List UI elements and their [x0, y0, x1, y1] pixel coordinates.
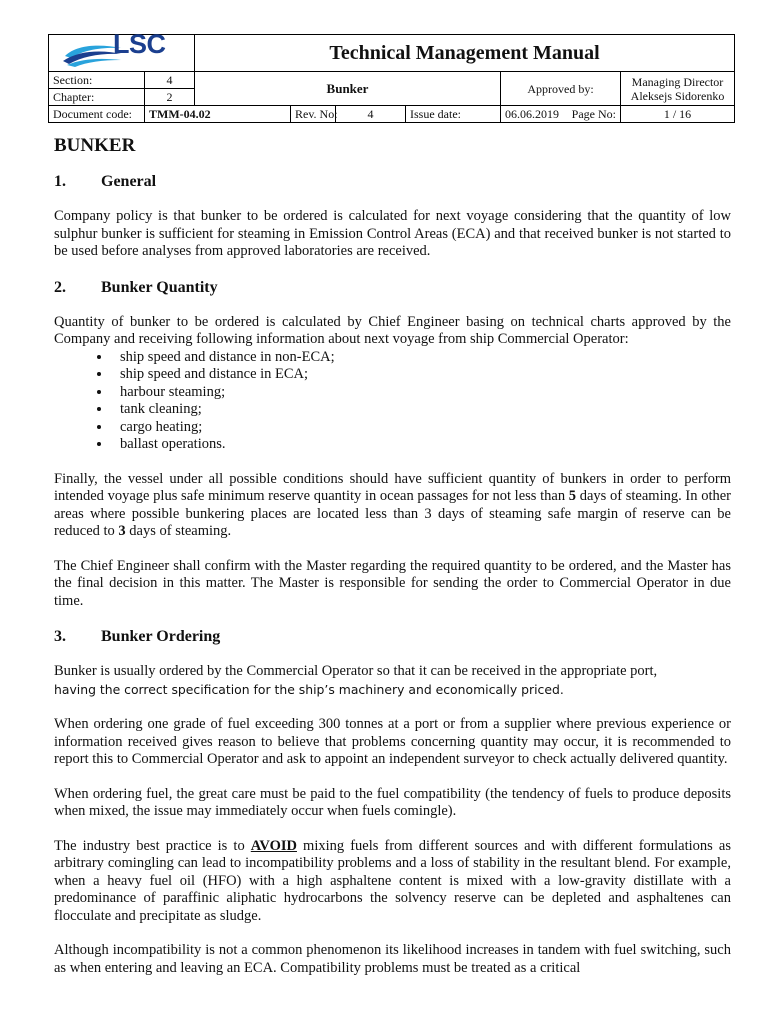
voyage-info-list	[54, 349, 731, 454]
text-run: The industry best practice is to	[54, 837, 251, 854]
chapter-value: 2	[145, 89, 195, 106]
section-2-title: Bunker Quantity	[101, 278, 218, 296]
list-item: • cargo heating;	[112, 419, 731, 437]
approver-role: Managing Director	[631, 74, 724, 89]
issue-label: Issue date:	[410, 107, 461, 121]
section-3-paragraph-3: When ordering fuel, the great care must be paid to the fuel compatibility (the tendency of fuels to produce deposits when mixed, the issue may immediately occur when fuels comingle).	[54, 785, 731, 819]
text-run: having the correct specification for the ship’s machinery and economically priced.	[54, 681, 564, 697]
section-label: Section:	[49, 72, 145, 89]
document-title: BUNKER	[54, 135, 136, 156]
approved-label: Approved by:	[501, 72, 621, 106]
rev-value: 4	[336, 106, 406, 123]
approver-name: Aleksejs Sidorenko	[630, 88, 725, 103]
section-1-title: General	[101, 173, 157, 190]
section-1-paragraph: Company policy is that bunker to be ordered is calculated for next voyage considering that the quantity of low sulphur bunker is sufficient for steaming in Emission Control Areas (ECA) and that received bunker is not started to be used before analyses from approved laboratories are received.	[54, 208, 731, 259]
issue-date-value	[406, 106, 501, 123]
section-1-number: 1.	[54, 173, 66, 190]
section-1-heading	[54, 172, 731, 192]
document-body	[54, 132, 731, 977]
company-logo	[49, 29, 195, 72]
doc-code-label: Document code:	[49, 106, 145, 123]
logo-text: LSC	[113, 29, 166, 59]
list-item: • tank cleaning;	[112, 401, 731, 419]
text-run: Bunker is usually ordered by the Commercial Operator so that it can be received in the appropriate port,	[54, 663, 658, 679]
section-2-paragraph-2	[54, 471, 731, 541]
issue-value: 06.06.2019	[505, 107, 559, 121]
section-3-heading	[54, 627, 731, 647]
list-item: • ship speed and distance in non-ECA;	[112, 349, 731, 367]
approver	[621, 72, 735, 106]
avoid-emphasis: AVOID	[250, 837, 297, 854]
section-3-paragraph-4	[54, 838, 731, 926]
rev-label: Rev. No:	[291, 106, 336, 123]
reserve-days-other: 3	[118, 523, 126, 539]
page-label: Page No:	[571, 107, 616, 121]
section-2-number: 2.	[54, 278, 66, 296]
section-3-paragraph-5: Although incompatibility is not a common phenomenon its likelihood increases in tandem with fuel switching, such as when entering and leaving an ECA. Compatibility problems must be treated as a critical	[54, 942, 731, 976]
section-2-paragraph-3: The Chief Engineer shall confirm with the Master regarding the required quantity to be ordered, and the Master has the final decision in this matter. The Master is responsible for sending the order to Commercial Operator in due time.	[54, 557, 731, 609]
section-3-paragraph-1	[54, 663, 731, 699]
section-value: 4	[145, 72, 195, 89]
doc-code-value: TMM-04.02	[145, 106, 291, 123]
section-3-paragraph-2: When ordering one grade of fuel exceeding 300 tonnes at a port or from a supplier where previous experience or information received gives reason to believe that problems concerning quantity may occur, it is recommended to report this to Commercial Operator and ask to appoint an independent surveyor to check actually delivered quantity.	[54, 716, 731, 767]
section-3-number: 3.	[54, 628, 66, 645]
issue-and-page	[501, 106, 621, 123]
chapter-title: Bunker	[195, 72, 501, 106]
text-run: Finally, the vessel under all possible conditions should have sufficient quantity of bunkers in order to perform intended voyage plus safe minimum reserve quantity in ocean passages for not less than	[54, 470, 731, 504]
chapter-label: Chapter:	[49, 89, 145, 106]
text-run: days of steaming. In other areas where possible bunkering places are located less than 3 days of steaming safe margin of reserve can be reduced to	[54, 488, 731, 539]
section-2-heading	[54, 278, 731, 298]
document-header	[48, 29, 735, 123]
list-item: • ship speed and distance in ECA;	[112, 366, 731, 384]
section-2-paragraph-1: Quantity of bunker to be ordered is calculated by Chief Engineer basing on technical charts approved by the Company and receiving following information about next voyage from ship Commercial Operator:	[54, 313, 731, 347]
text-run: mixing fuels from different sources and with different formulations as arbitrary comingling can lead to incompatibility problems and a loss of stability in the resultant blend. For example, when a heavy fuel oil (HFO) with a high asphaltene content is mixed with a low-gravity distillate with a predominance of paraffinic aliphatic hydrocarbons the solvency reserve can be depleted and asphaltenes can flocculate and precipitate as sludge.	[54, 837, 731, 924]
list-item: • harbour steaming;	[112, 384, 731, 402]
text-run: days of steaming.	[125, 523, 232, 539]
manual-title: Technical Management Manual	[195, 35, 735, 72]
reserve-days-ocean: 5	[568, 488, 577, 504]
page-value: 1 / 16	[621, 106, 735, 123]
list-item: • ballast operations.	[112, 436, 731, 454]
section-3-title: Bunker Ordering	[101, 628, 221, 645]
